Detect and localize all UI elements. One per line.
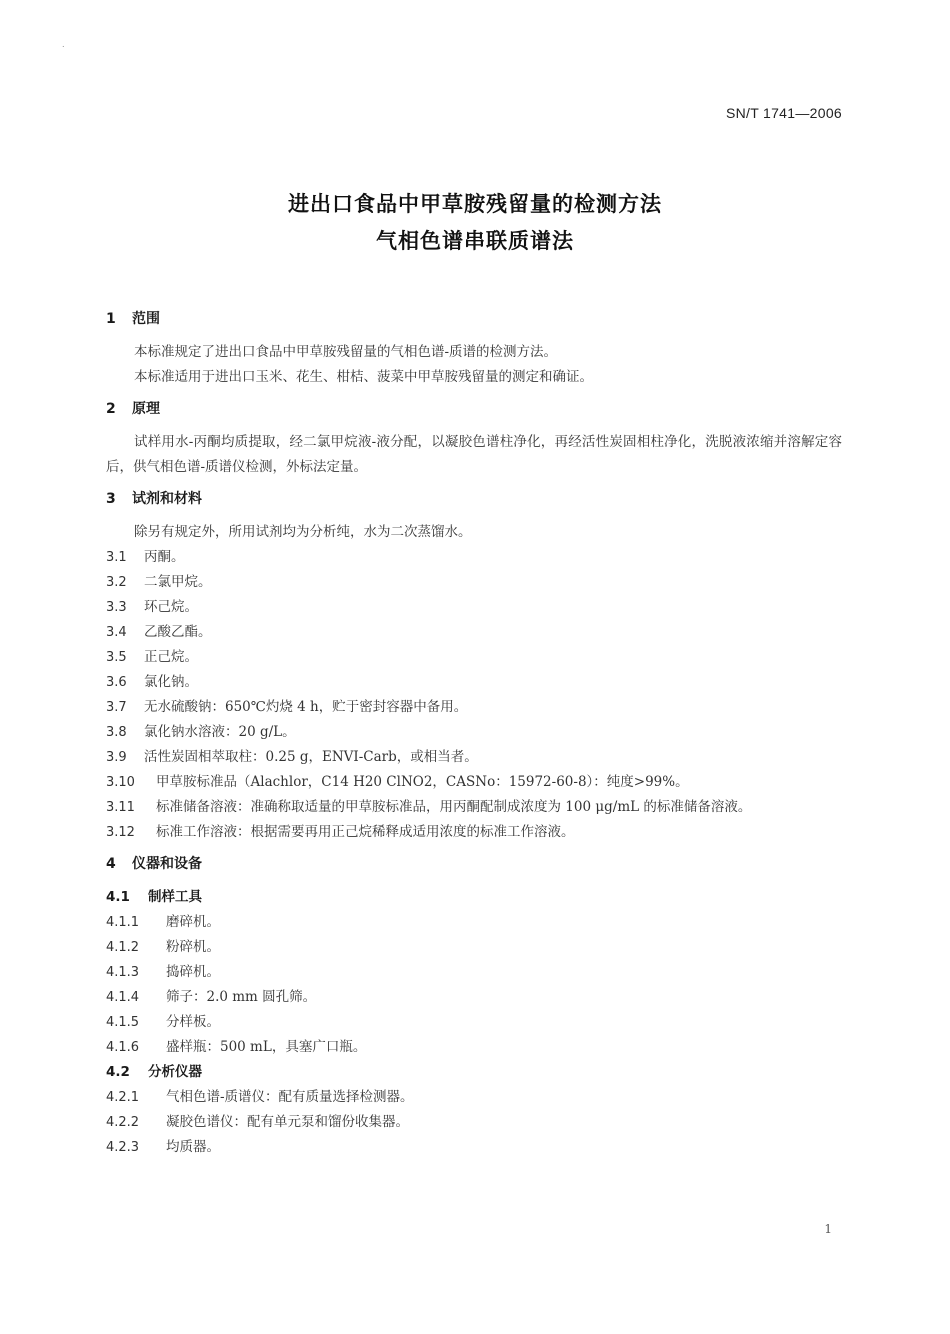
page-number: 1 [824, 1222, 832, 1236]
section-heading-apparatus: 4 仪器和设备 [106, 856, 202, 872]
apparatus-item: 4.1.6 盛样瓶：500 mL，具塞广口瓶。 [106, 1039, 367, 1055]
reagent-item: 3.6 氯化钠。 [106, 674, 198, 690]
apparatus-item: 4.1.2 粉碎机。 [106, 939, 220, 955]
apparatus-item: 4.2.1 气相色谱-质谱仪：配有质量选择检测器。 [106, 1089, 414, 1105]
reagent-item: 3.12 标准工作溶液：根据需要再用正己烷稀释成适用浓度的标准工作溶液。 [106, 824, 575, 840]
section-heading-scope: 1 范围 [106, 311, 160, 327]
scope-paragraph: 本标准规定了进出口食品中甲草胺残留量的气相色谱-质谱的检测方法。 [134, 344, 558, 360]
apparatus-item: 4.1.3 捣碎机。 [106, 964, 220, 980]
apparatus-item: 4.2.2 凝胶色谱仪：配有单元泵和馏份收集器。 [106, 1114, 409, 1130]
principle-paragraph: 试样用水-丙酮均质提取，经二氯甲烷液-液分配，以凝胶色谱柱净化，再经活性炭固相柱净化，洗脱液浓缩并溶解定容后，供气相色谱-质谱仪检测，外标法定量。 [106, 434, 842, 475]
apparatus-item: 4.1.4 筛子：2.0 mm 圆孔筛。 [106, 989, 317, 1005]
scope-paragraph: 本标准适用于进出口玉米、花生、柑桔、菠菜中甲草胺残留量的测定和确证。 [134, 369, 593, 385]
apparatus-item: 4.1.1 磨碎机。 [106, 914, 220, 930]
reagent-item: 3.5 正己烷。 [106, 649, 198, 665]
reagent-item: 3.1 丙酮。 [106, 549, 185, 565]
standard-code: SN/T 1741—2006 [725, 105, 842, 121]
reagent-item: 3.8 氯化钠水溶液：20 g/L。 [106, 724, 296, 740]
reagent-item: 3.11 标准储备溶液：准确称取适量的甲草胺标准品，用丙酮配制成浓度为 100 μg/mL 的标准储备溶液。 [106, 799, 752, 815]
reagent-item: 3.9 活性炭固相萃取柱：0.25 g，ENVI-Carb，或相当者。 [106, 749, 478, 765]
section-heading-reagents: 3 试剂和材料 [106, 491, 202, 507]
reagent-item: 3.10 甲草胺标准品（Alachlor，C14 H20 ClNO2，CASNo：15972-60-8）：纯度>99%。 [106, 774, 689, 790]
document-body [106, 300, 842, 1160]
section-heading-principle: 2 原理 [106, 401, 160, 417]
margin-mark: . [62, 40, 65, 49]
reagent-item: 3.7 无水硫酸钠：650℃灼烧 4 h，贮于密封容器中备用。 [106, 699, 468, 715]
reagent-item: 3.3 环己烷。 [106, 599, 198, 615]
reagent-item: 3.4 乙酸乙酯。 [106, 624, 212, 640]
subsection-heading-sample-tools: 4.1 制样工具 [106, 889, 202, 905]
document-title: 进出口食品中甲草胺残留量的检测方法 [288, 192, 662, 216]
reagent-item: 3.2 二氯甲烷。 [106, 574, 212, 590]
document-subtitle: 气相色谱串联质谱法 [376, 229, 574, 253]
apparatus-item: 4.1.5 分样板。 [106, 1014, 220, 1030]
reagents-intro: 除另有规定外，所用试剂均为分析纯，水为二次蒸馏水。 [134, 524, 472, 540]
apparatus-item: 4.2.3 均质器。 [106, 1139, 220, 1155]
subsection-heading-analytical-instruments: 4.2 分析仪器 [106, 1064, 202, 1080]
